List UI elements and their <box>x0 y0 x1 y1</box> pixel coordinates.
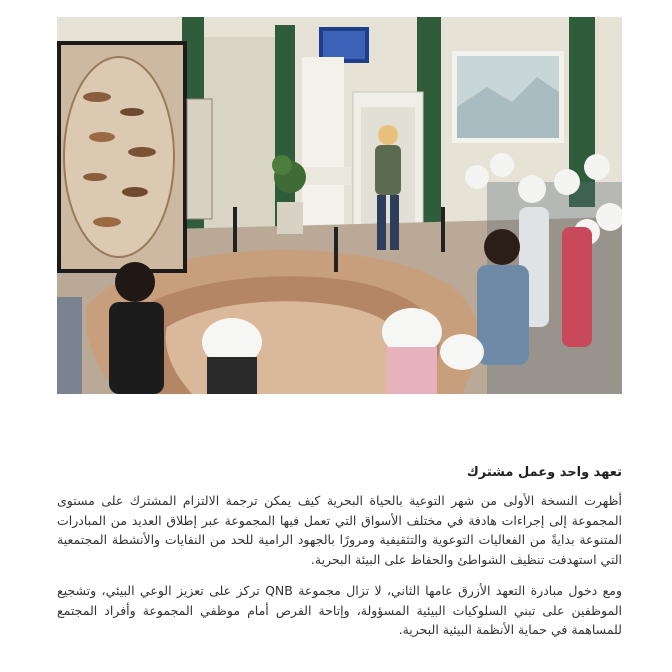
paragraph-1: أظهرت النسخة الأولى من شهر التوعية بالحياة البحرية كيف يمكن ترجمة الالتزام المشترك على مستوى المجموعة إلى إجراءات هادفة في مختلف الأسواق التي تعمل فيها المجموعة عبر إطلاق العديد من المبادرات المتنوعة بدايةً من الفعاليات التوعوية والتثقيفية ومرورًا بالجهود الرامية للحد من النفايات والأنشطة المجتمعية التي استهدفت تنظيف الشواطئ والحفاظ على البيئة البحرية. <box>57 493 622 567</box>
white-column <box>302 57 344 232</box>
plant-pedestal <box>277 202 303 234</box>
museum-visit-illustration <box>57 17 622 394</box>
girl-head <box>115 262 155 302</box>
article-body <box>57 463 622 652</box>
child-shirt <box>477 265 529 365</box>
section-heading: تعهد واحد وعمل مشترك <box>466 465 622 480</box>
doorway <box>204 37 275 247</box>
mosaic-panel-small <box>187 99 212 219</box>
child-head <box>484 229 520 265</box>
cap <box>465 165 489 189</box>
guide-head <box>378 125 398 145</box>
guide-shirt <box>375 145 401 195</box>
paragraph-2: ومع دخول مبادرة التعهد الأزرق عامها الثاني، لا تزال مجموعة QNB تركز على تعزيز الوعي البيئي، وتشجيع الموظفين على تبني السلوكيات البيئية المسؤولة، وإتاحة الفرص أمام موظفي المجموعة وأفراد المجتمع للمساهمة في حماية الأنظمة البيئية البحرية. <box>57 583 622 637</box>
article-photo <box>57 17 622 394</box>
girl-dress <box>109 302 164 394</box>
